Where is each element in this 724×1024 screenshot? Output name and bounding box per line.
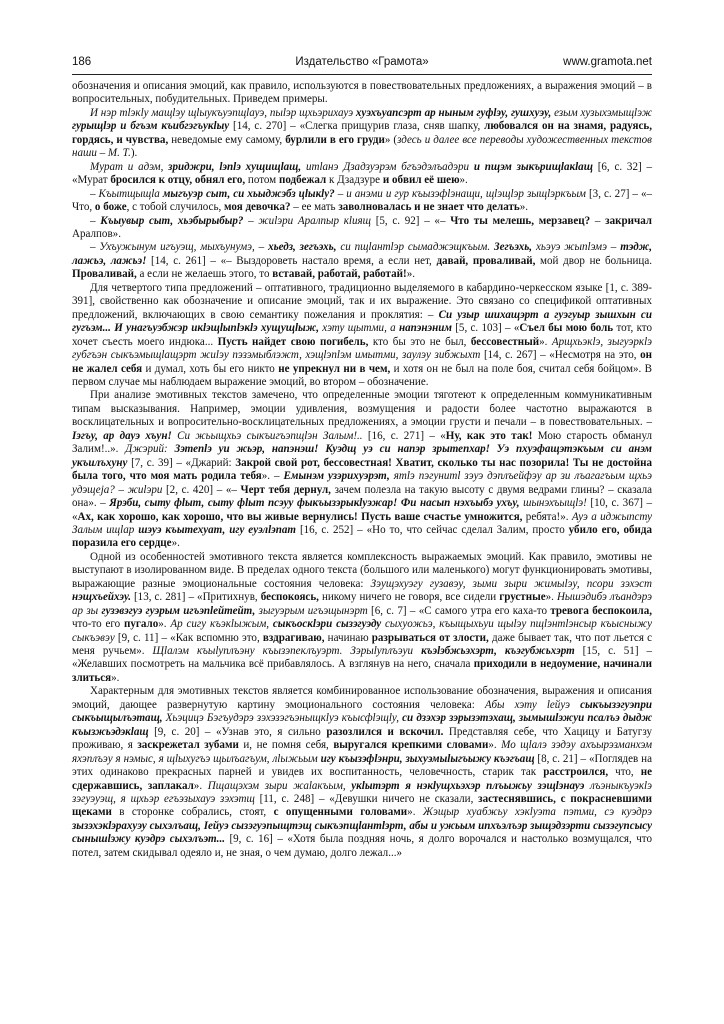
emphasized-text: разрываться от злости, xyxy=(371,631,489,644)
text-run: ». xyxy=(406,268,415,281)
emphasized-text: Что ты мелешь, мерзавец? xyxy=(450,214,591,227)
emphasized-text: нэщхъейхэу. xyxy=(72,591,131,604)
text-run: ». xyxy=(545,591,557,604)
paragraph xyxy=(72,107,652,161)
emphasized-text: Пусть найдет свою погибель, xyxy=(217,335,369,348)
emphasized-text: Ярэби, сыту фlыт, сыту фlыт псэуу фыкъызэрыкlуэжар! Фи насып нэхъыбэ ухъу, xyxy=(109,497,520,510)
emphasized-text: он не жалел себя xyxy=(72,349,652,375)
text-run: ». xyxy=(519,201,529,214)
text-run: мой двор не больница. xyxy=(535,254,652,267)
emphasized-text: вставай, работай, работай! xyxy=(272,268,407,281)
emphasized-text: Зэтепlэ уи жьэр, напэнэш! Куэдщ уэ си напэр зрытепхар! Уэ пхуэфащэтэкъым си анэм укъилъхуну xyxy=(72,443,653,469)
text-run: хэту щытми, а xyxy=(319,322,399,335)
text-run: [14, с. 270] – «Слегка прищурив глаза, сняв шапку, xyxy=(229,120,485,133)
text-run: [7, с. 39] – «Джарий: xyxy=(127,456,236,469)
text-run: начинаю xyxy=(324,631,372,644)
emphasized-text: бессовестный xyxy=(470,335,540,348)
text-run: – xyxy=(90,214,101,227)
emphasized-text: не упрекнул ни в чем, xyxy=(278,362,391,375)
text-run: лъэныкъуэкlэ зэгуэуэщ, я щхьэр егъэзыхауэ зэхэтщ xyxy=(72,779,652,806)
emphasized-text: И унагъуэбжэр икlэщlыпlэкlэ хущущlыж, xyxy=(110,322,319,335)
emphasized-text: любовался он на знамя, радуясь, гордясь, и чувства, xyxy=(72,120,652,146)
paragraph xyxy=(72,80,652,107)
text-run: Жэщыр хуабжьу хэкlуэта пэтми, сэ куэдрэ xyxy=(422,806,653,819)
text-run: ». xyxy=(407,806,423,819)
emphasized-text: Къыувыр сыт, хьэбырыбыр? xyxy=(100,214,244,227)
emphasized-text: Ну, как это так! xyxy=(445,429,533,442)
text-run: Мою старость обманул Залим!..». xyxy=(72,429,653,456)
text-run: При анализе эмотивных текстов замечено, что определенные эмоции тяготеют к определенным коммуникативным типам высказывания. Например, эмоции удивления, возмущения и радости более частотно выражаются в восклицательных и вопросительно-восклицательных предложениях, а эмоции грусти и печали – в повествовательных. – xyxy=(72,389,652,429)
text-run: потом xyxy=(245,174,279,187)
text-run: , с тобой случилось, xyxy=(126,201,225,214)
text-run: » ( xyxy=(384,133,398,146)
page-number: 186 xyxy=(72,56,92,68)
emphasized-text: вздрагиваю, xyxy=(262,631,325,644)
emphasized-text: и пщэм зыкърищlакlащ xyxy=(473,160,593,173)
text-run: кто бы это не был, xyxy=(368,335,471,348)
emphasized-text: о боже xyxy=(94,201,127,214)
text-run: – xyxy=(590,214,606,227)
text-run: здесь и далее все переводы художественных текстов наши – М. Т. xyxy=(72,133,652,160)
text-run: [2, с. 420] – «– xyxy=(162,483,241,496)
text-run: Ауэ а иджыпсту Залым ищlар xyxy=(72,510,652,536)
text-run: Зэущэхуэгу гузавэу, зыми зыри жимыlэу, псори зэхэст xyxy=(370,577,652,590)
emphasized-text: Iэгъу, ар дауэ хъун! xyxy=(72,429,172,442)
paragraph xyxy=(72,389,652,550)
text-run: [5, с. 92] – «– xyxy=(371,214,451,227)
text-run: [13, с. 281] – «Притихнув, xyxy=(130,591,261,604)
text-run: что, xyxy=(608,766,641,779)
emphasized-text: Черт тебя дернул, xyxy=(240,483,331,496)
text-run: [16, с. 271] – « xyxy=(362,429,446,442)
text-run: ». xyxy=(158,618,171,631)
emphasized-text: приходили в недоумение, начинали злиться xyxy=(72,658,652,684)
text-run: [14, с. 267] – «Несмотря на это, xyxy=(480,349,641,362)
emphasized-text: расстроился, xyxy=(543,766,609,779)
text-run: зыгуэрым игъэщынэрт xyxy=(255,604,368,617)
text-run: – Ухъужынум игъуэщ, мыхъунумэ, – xyxy=(90,241,269,254)
text-run: а если не желаешь этого, то xyxy=(136,268,273,281)
text-run: [6, с. 7] – «С самого утра его каха-то xyxy=(367,604,551,617)
text-run: [3, с. 27] – «– Что, xyxy=(72,187,653,214)
text-run: – и анэми и гур къызэфlэнащи, щlэщlэр зыщlэркъым xyxy=(334,187,586,200)
text-run: и, не помня себя, xyxy=(238,739,334,752)
emphasized-text: выругался крепкими словами xyxy=(333,739,489,752)
text-run: [10, с. 367] – « xyxy=(72,497,653,523)
text-run: [8, с. 21] – «Поглядев на этих одинаково прекрасных парней и увидев их воспитанность, человечность, старик так xyxy=(72,752,652,779)
text-run: ». xyxy=(459,174,468,187)
text-run: [11, с. 248] – «Девушки ничего не сказали, xyxy=(254,793,479,806)
text-run: даже бывает так, что пот льется с меня ручьем». xyxy=(72,631,653,658)
text-run: – жиlэри Аралпыр кlиящ xyxy=(243,214,371,227)
emphasized-text: зызэхэкlэрахуэу сыхэлъащ, Iейуэ сызэгуэпыщтэщ сыкъэпщlантlэрт, абы и ужьым ипхъэлъэр зыщэдзэрти сызэгупсысу сынышlэжу куэдрэ сыхэлъэт... xyxy=(72,819,652,846)
text-run: и хотя он не был на поле боя, считал себя бойцом». В первом случае мы наблюдаем выражение эмоций, во втором – обозначение. xyxy=(72,362,652,388)
emphasized-text: напэнэним xyxy=(398,322,452,335)
text-run: Характерным для эмотивных текстов является комбинированное использование обозначения, выражения и описания эмоций, дающее развернутую картину эмоционального состояния человека: xyxy=(72,685,652,711)
emphasized-text: игу къызэфlэнри, зыхуэмыlыгъыжу къэгъащ xyxy=(320,752,535,765)
text-run: никому ничего не говоря, все сидели xyxy=(318,591,500,604)
text-run: Мурат и адэм, xyxy=(90,160,169,173)
text-run: Джэрий: xyxy=(125,443,175,456)
text-run: ». xyxy=(171,537,180,550)
text-run: Арщхьэкlэ, зыгуэркlэ губгъэн сыкъэмыщlащэрт жиlэу пэзэмыблэжт, хэщlэпlэм имытми, заулэу зибжыхт xyxy=(72,335,653,362)
text-run: ». xyxy=(111,671,120,684)
emphasized-text: тревога беспокоила, xyxy=(550,604,653,617)
emphasized-text: си дзэхэр зэрызэтэхащ, зымышlэжуи псалъэ дыдж къызжьэдэкlащ xyxy=(72,712,652,738)
emphasized-text: къэlэбжьэхэрт, къэгубжьхэрт xyxy=(421,645,575,658)
paragraph xyxy=(72,551,652,686)
emphasized-text: Зегъэхь, xyxy=(493,241,533,254)
emphasized-text: Ах, как хорошо, как хорошо, что вы живые вернулись! Пусть ваше счастье умножится, xyxy=(77,510,523,523)
emphasized-text: Закрой свой рот, бессовестная! Хватит, сколько ты нас позорила! Ты не достойна была того, что моя мать родила тебя xyxy=(72,456,652,483)
text-run: си пщlантlэр сымаджэщкъым. xyxy=(336,241,494,254)
text-run: итlанэ Дзадзуэрэм бгъэдэлъадэри xyxy=(301,160,474,173)
text-run: обозначения и описания эмоций, как правило, используются в повествовательных предложениях, а выражения эмоций – в вопросительных, побудительных. Приведем примеры. xyxy=(72,80,652,106)
text-run: ). xyxy=(130,147,138,160)
text-run: – xyxy=(114,483,128,496)
text-run: – ее мать xyxy=(290,201,339,214)
emphasized-text: Проваливай, xyxy=(72,268,137,281)
text-run: – Къытщыщlа xyxy=(90,187,163,200)
emphasized-text: Емынэм узэрихуэрэт, xyxy=(283,470,390,483)
emphasized-text: давай, проваливай, xyxy=(436,254,536,267)
paragraph xyxy=(72,685,652,860)
paragraph xyxy=(72,161,652,188)
emphasized-text: пугало xyxy=(124,618,159,631)
text-run: Абы хэту lейуэ xyxy=(484,698,581,711)
emphasized-text: застеснявшись, с покрасневшими щеками xyxy=(72,793,653,819)
emphasized-text: мыгъуэр сыт, си хьыджэбз цlыкlу? xyxy=(162,187,335,200)
emphasized-text: закричал xyxy=(605,214,653,227)
text-run: И нэр тlэкlу мащlэу щlыукъуэпщlауэ, пыlэр щхьэрихауэ xyxy=(90,106,356,119)
text-run: Пщащэхэм зыри жаlакъым, xyxy=(207,779,352,792)
text-run: тот, кто хочет съесть моего индюка... xyxy=(72,322,653,348)
publisher-website: www.gramota.net xyxy=(563,56,652,68)
emphasized-text: заволновалась и не знает что делать xyxy=(338,201,520,214)
paragraph xyxy=(72,282,652,390)
text-run: зачем полезла на такую высоту с двумя ведрами глины? – сказала она». – xyxy=(72,483,652,510)
text-run: [14, с. 261] – «– Выздороветь настало время, а если нет, xyxy=(146,254,437,267)
text-run: ». – xyxy=(261,470,284,483)
emphasized-text: с опущенными головами xyxy=(273,806,408,819)
text-run: сыхуожьэ, къыщыхьуи щыlэу пщlэнтlэнсыр къысныжу сыкъэвэу xyxy=(72,618,652,644)
emphasized-text: грустные xyxy=(499,591,546,604)
emphasized-text: беспокоясь, xyxy=(260,591,319,604)
text-run: Представляя себе, что Хацицу и Батугзу проживаю, я xyxy=(72,725,652,752)
text-run: Одной из особенностей эмотивного текста является комплексность выражаемых эмоций. Как правило, эмотивы не выступают в изолированном виде. В пределах одного текста (большого или маленького) могут функционировать эмотивы, выражающие разные эмоциональные состояния человека: xyxy=(72,550,652,590)
text-run: [16, с. 252] – «Но то, что сейчас сделал Залим, просто xyxy=(296,523,569,536)
header-rule xyxy=(72,74,652,75)
emphasized-text: зриджри, lэпlэ хущищlащ, xyxy=(168,160,302,173)
emphasized-text: Съел бы мою боль xyxy=(519,322,614,335)
text-run: в сторонке собрались, стоят, xyxy=(111,806,274,819)
emphasized-text: сыкъызэгуэпри сыкъыщылъэтащ, xyxy=(72,698,652,725)
text-run: [5, с. 103] – « xyxy=(451,322,520,335)
publisher-name: Издательство «Грамота» xyxy=(295,56,429,68)
text-run: что-то его xyxy=(72,618,125,631)
paragraph xyxy=(72,215,652,242)
text-run: [9, с. 11] – «Как вспомню это, xyxy=(114,631,263,644)
emphasized-text: и обвил её шею xyxy=(382,174,460,187)
emphasized-text: хьедз, зегъэхь, xyxy=(268,241,337,254)
paragraph xyxy=(72,188,652,215)
text-run: [9, с. 20] – «Узнав это, я сильно xyxy=(148,725,327,738)
text-run: [9, с. 16] – «Хотя была поздняя ночь, я долго ворочался и настолько возмущался, что потел, затем скидывал одеяло и, не зная, о чем думаю, долго лежал...» xyxy=(72,833,652,859)
text-run: шынэхъыщlэ! xyxy=(519,497,587,510)
text-run: Си жьыщхьэ сыкъигъэпщlэн Залым!.. xyxy=(171,429,363,442)
emphasized-text: шэуэ къытехуат, игу еуэлlэпат xyxy=(138,523,296,536)
text-run: ятlэ пэгунитl зэуэ дэплъейфэу ар зи лъагагъым щхьэ удэщеjа? xyxy=(72,470,652,496)
emphasized-text: укlытэрт я нэкlущхьэхэр плъыжьу зэщlэнауэ xyxy=(351,779,585,792)
emphasized-text: Си узыр шихащэрт а гуэгуыр зышхын си гугъэм... xyxy=(72,308,652,335)
text-run: езым хузыхэмыщlэж xyxy=(551,106,652,119)
text-run: ». xyxy=(488,739,502,752)
text-run: Для четвертого типа предложений – оптативного, традиционно выделяемого в кабардино-черкесском языке [1, с. 389-391], свойственно как обозначение и описание эмоций, так и их выражение. Это связано со спецификой оптативных предложений, включающих в свою семантику пожелания и проклятия: – xyxy=(72,281,652,321)
text-run: Ар сигу къэкlыжым, xyxy=(170,618,273,631)
text-run: Мо щlалэ зэдэу ахъырэзманхэм яхэплъэу я нэмыс, я щlыхугъэ щылъагъум, лlыжьым xyxy=(72,739,652,765)
text-run: ребята!». xyxy=(522,510,572,523)
text-run: жиlэри xyxy=(127,483,163,496)
text-run: ». xyxy=(193,779,208,792)
emphasized-text: бросился к отцу, обнял его, xyxy=(110,174,246,187)
text-run: [6, с. 32] – «Мурат xyxy=(72,160,652,187)
emphasized-text: не сдержавшись, заплакал xyxy=(72,766,653,792)
paragraph xyxy=(72,241,652,281)
emphasized-text: тэдж, лажьэ, лажьэ! xyxy=(72,241,652,267)
text-run: к Дзадзуре xyxy=(326,174,383,187)
emphasized-text: убило его, обида поразила его сердце xyxy=(72,523,652,550)
emphasized-text: гузэвэгуэ гуэрым игъэпlейтейт, xyxy=(101,604,256,617)
text-run: и думал, хоть бы его никто xyxy=(142,362,279,375)
text-run: Аралпов». xyxy=(72,227,121,240)
page-header xyxy=(72,56,652,74)
emphasized-text: моя девочка? xyxy=(224,201,291,214)
text-run: хьэуэ жыпlэмэ – xyxy=(532,241,621,254)
text-run: [15, с. 51] – «Желавших посмотреть на мальчика всё прибавлялось. А взглянув на него, сначала xyxy=(72,645,652,671)
text-run: неведомые ему самому, xyxy=(168,133,286,146)
emphasized-text: хуэхъуапсэрт ар ныным гуфlэу, гушхуэу, xyxy=(355,106,552,119)
text-run: Нышэдибэ лъандэрэ ар зы xyxy=(72,591,653,617)
emphasized-text: бурлили в его груди xyxy=(285,133,385,146)
text-run: Щlалэм къыlуплъэну къызэпеклъуэрт. Зэрыlуплъэуи xyxy=(152,645,422,658)
emphasized-text: подбежал xyxy=(278,174,327,187)
emphasized-text: сыкъоскlэри сызэгуэду xyxy=(272,618,382,631)
text-run: ». xyxy=(539,335,552,348)
emphasized-text: заскрежетал зубами xyxy=(137,739,239,752)
article-body xyxy=(72,80,652,860)
emphasized-text: гурыщlэр и бгъэм къибгэгъукlыу xyxy=(72,120,230,133)
text-run: Хьэцицэ Бэгъудэрэ зэхэзэгъэныщкlуэ къысфlэщlу, xyxy=(162,712,403,725)
emphasized-text: разозлился и вскочил. xyxy=(326,725,444,738)
